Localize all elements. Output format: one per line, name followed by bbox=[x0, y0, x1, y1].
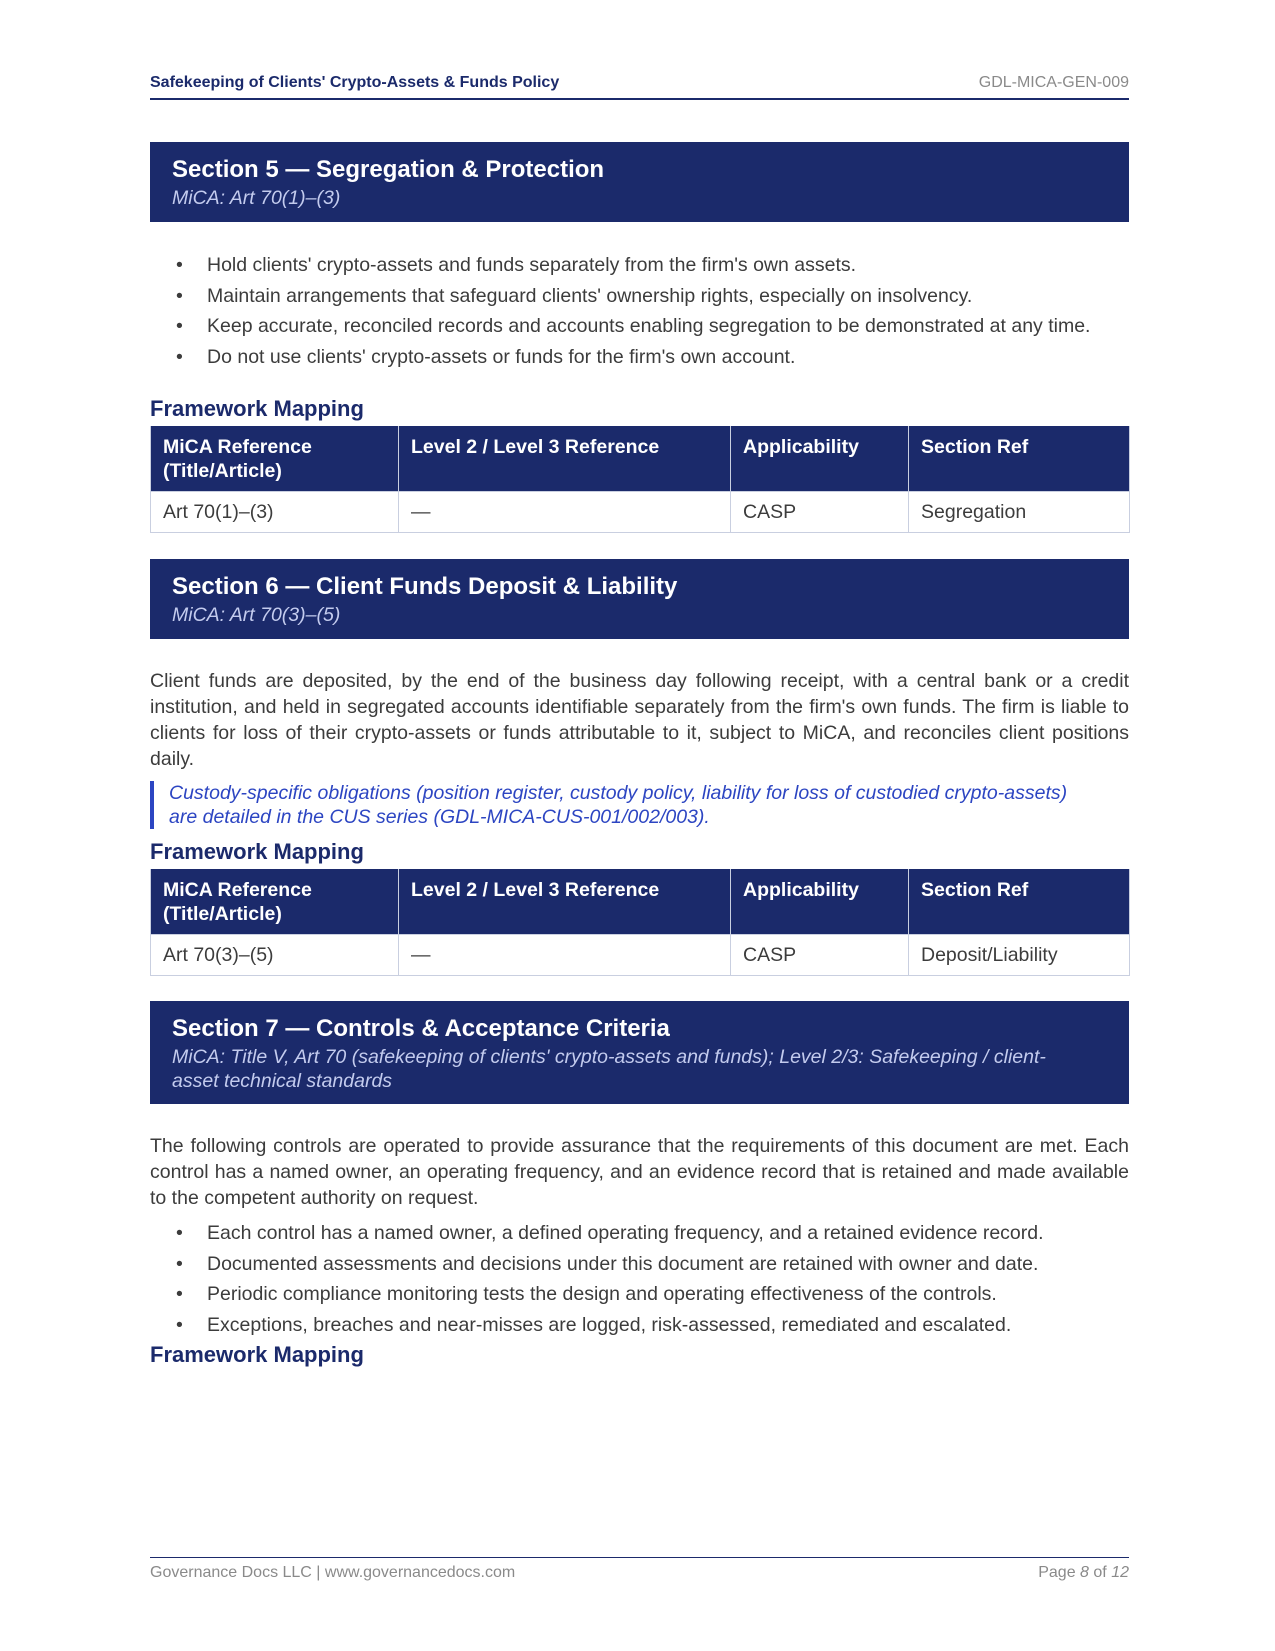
section-6-reference: MiCA: Art 70(3)–(5) bbox=[172, 604, 341, 626]
section-5-banner bbox=[150, 142, 1129, 222]
total-pages: 12 bbox=[1111, 1564, 1129, 1581]
table-header-row bbox=[151, 426, 1130, 492]
column-header: Section Ref bbox=[909, 869, 1130, 935]
table-cell: Art 70(3)–(5) bbox=[151, 935, 399, 976]
section-6-paragraph: Client funds are deposited, by the end of the business day following receipt, with a central bank or a credit institution, and held in segregated accounts identifiable separately from the firm's own funds. The firm is liable to clients for loss of their crypto-assets or funds attributable to it, subject to MiCA, and reconciles client positions daily. bbox=[150, 670, 1129, 770]
document-title: Safekeeping of Clients' Crypto-Assets & Funds Policy bbox=[150, 74, 560, 91]
current-page: 8 bbox=[1080, 1564, 1089, 1581]
running-footer bbox=[150, 1557, 1129, 1581]
list-item: • Do not use clients' crypto-assets or funds for the firm's own account. bbox=[176, 345, 796, 368]
section-5-mapping-table bbox=[150, 426, 1130, 533]
section-7-banner bbox=[150, 1001, 1129, 1104]
table-cell: Deposit/Liability bbox=[909, 935, 1130, 976]
column-header: Section Ref bbox=[909, 426, 1130, 492]
section-7-paragraph: The following controls are operated to provide assurance that the requirements of this document are met. Each control has a named owner, an operating frequency, and an evidence record that is retained and made available to the competent authority on request. bbox=[150, 1135, 1129, 1209]
section-5-reference: MiCA: Art 70(1)–(3) bbox=[172, 187, 341, 209]
list-item: • Periodic compliance monitoring tests the design and operating effectiveness of the controls. bbox=[176, 1283, 997, 1305]
list-item: • Documented assessments and decisions under this document are retained with owner and date. bbox=[176, 1252, 1039, 1275]
column-header: Applicability bbox=[731, 426, 909, 492]
footer-company: Governance Docs LLC | www.governancedocs.com bbox=[150, 1564, 516, 1581]
table-row bbox=[151, 935, 1130, 976]
table-cell: Segregation bbox=[909, 492, 1130, 533]
section-6-banner bbox=[150, 559, 1129, 639]
section-7-mapping-heading: Framework Mapping bbox=[150, 1342, 364, 1367]
list-item: • Keep accurate, reconciled records and accounts enabling segregation to be demonstrated at any time. bbox=[176, 315, 1091, 337]
list-item: • Hold clients' crypto-assets and funds separately from the firm's own assets. bbox=[176, 254, 857, 276]
document-id: GDL-MICA-GEN-009 bbox=[978, 74, 1129, 91]
table-row bbox=[151, 492, 1130, 533]
table-cell: Art 70(1)–(3) bbox=[151, 492, 399, 533]
table-cell: — bbox=[399, 935, 731, 976]
section-6-note: Custody-specific obligations (position register, custody policy, liability for loss of custodied crypto-assets) are detailed in the CUS series (GDL-MICA-CUS-001/002/003). bbox=[150, 781, 1129, 829]
section-7-reference: MiCA: Title V, Art 70 (safekeeping of clients' crypto-assets and funds); Level 2/3: Safekeeping / client-asset technical standards bbox=[172, 1046, 1046, 1092]
section-5-mapping-heading: Framework Mapping bbox=[150, 396, 364, 421]
list-item: • Exceptions, breaches and near-misses are logged, risk-assessed, remediated and escalated. bbox=[176, 1313, 1012, 1336]
table-cell: CASP bbox=[731, 935, 909, 976]
table-header-row bbox=[151, 869, 1130, 935]
section-7-bullet-list bbox=[150, 1221, 1129, 1343]
table-cell: — bbox=[399, 492, 731, 533]
section-5-title: Section 5 — Segregation & Protection bbox=[172, 156, 605, 183]
page-number: Page 8 of 12 bbox=[1038, 1564, 1129, 1581]
column-header: Applicability bbox=[731, 869, 909, 935]
column-header: Level 2 / Level 3 Reference bbox=[399, 869, 731, 935]
section-6-mapping-table bbox=[150, 869, 1130, 976]
column-header: MiCA Reference (Title/Article) bbox=[151, 426, 399, 492]
table-cell: CASP bbox=[731, 492, 909, 533]
column-header: Level 2 / Level 3 Reference bbox=[399, 426, 731, 492]
list-item: • Maintain arrangements that safeguard clients' ownership rights, especially on insolvency. bbox=[176, 284, 973, 307]
list-item: • Each control has a named owner, a defined operating frequency, and a retained evidence record. bbox=[176, 1222, 1044, 1244]
section-7-title: Section 7 — Controls & Acceptance Criteria bbox=[172, 1015, 670, 1042]
column-header: MiCA Reference (Title/Article) bbox=[151, 869, 399, 935]
section-6-mapping-heading: Framework Mapping bbox=[150, 839, 364, 864]
running-header bbox=[150, 72, 1129, 100]
section-5-bullet-list bbox=[150, 253, 1129, 375]
section-6-title: Section 6 — Client Funds Deposit & Liability bbox=[172, 573, 678, 600]
